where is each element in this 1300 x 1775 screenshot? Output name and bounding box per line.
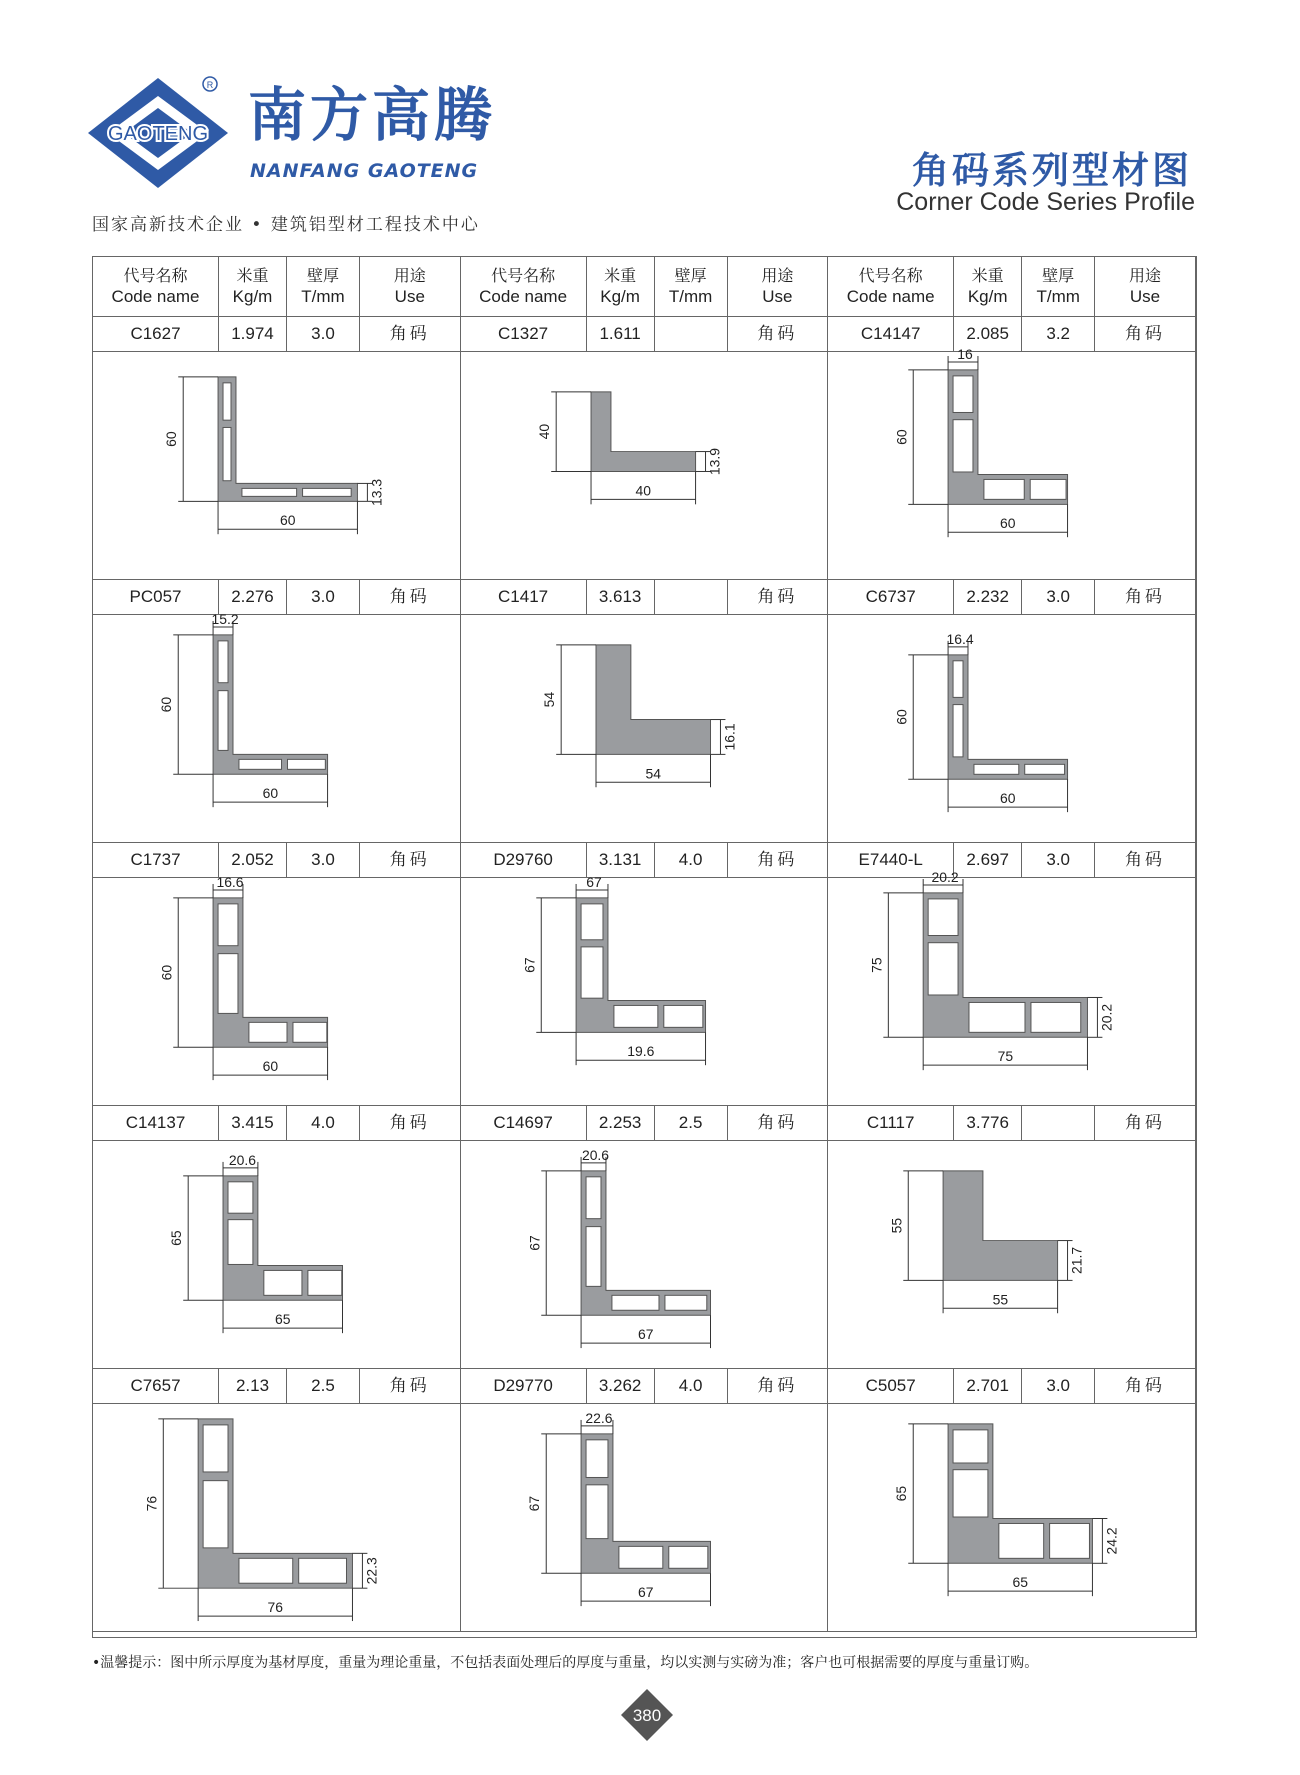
- profile-thick-cell: 3.0: [287, 580, 360, 615]
- page-title-en: Corner Code Series Profile: [896, 188, 1195, 216]
- profile-code-cell: C5057: [828, 1369, 954, 1404]
- dimension-label: 54: [645, 765, 661, 782]
- column-header: 代号名称 Code name: [828, 257, 954, 317]
- dimension-label: 67: [585, 873, 602, 890]
- dimension-label: 15.2: [211, 610, 239, 627]
- dimension-label: 60: [262, 785, 279, 802]
- dimension-label: 60: [1000, 790, 1016, 807]
- profile-shape: [591, 392, 696, 472]
- dimension-label: 60: [1000, 515, 1016, 532]
- profile-thick-cell: 3.0: [287, 317, 360, 352]
- column-header: 代号名称 Code name: [93, 257, 219, 317]
- column-header: 米重 Kg/m: [587, 257, 655, 317]
- profile-code-cell: C1417: [461, 580, 587, 615]
- profile-code-cell: D29770: [461, 1369, 587, 1404]
- profile-drawing: [828, 345, 1196, 580]
- brand-name-en: NANFANG GAOTENG: [250, 160, 479, 182]
- footer-note: •温馨提示：图中所示厚度为基材厚度，重量为理论重量，不包括表面处理后的厚度与重量，均以实测与实磅为准；客户也可根据需要的厚度与重量订购。: [92, 1655, 1039, 1671]
- profile-drawing: [461, 1141, 829, 1369]
- dimension-label: 19.6: [626, 1043, 654, 1060]
- page-number-badge: [620, 1688, 674, 1742]
- dimension-label: 75: [868, 957, 885, 973]
- profile-use-cell: 角码: [1095, 843, 1196, 878]
- profile-weight-cell: 2.052: [219, 843, 287, 878]
- profile-use-cell: 角码: [728, 580, 829, 615]
- dimension-label: 65: [275, 1311, 291, 1328]
- dimension-label: 20.6: [581, 1146, 609, 1163]
- profile-weight-cell: 2.253: [587, 1106, 655, 1141]
- profile-code-cell: C6737: [828, 580, 954, 615]
- dimension-label: 40: [635, 482, 651, 499]
- profile-drawing: [828, 615, 1196, 843]
- profile-thick-cell: 3.0: [1022, 580, 1095, 615]
- profile-thick-cell: 3.2: [1022, 317, 1095, 352]
- profile-use-cell: 角码: [360, 1106, 461, 1141]
- dimension-label: 54: [540, 691, 557, 708]
- profile-code-cell: PC057: [93, 580, 219, 615]
- profile-weight-cell: 2.697: [954, 843, 1022, 878]
- profile-use-cell: 角码: [1095, 580, 1196, 615]
- profile-drawing: [828, 1141, 1196, 1369]
- dimension-label: 67: [637, 1326, 654, 1343]
- dimension-label: 67: [520, 957, 537, 973]
- profile-use-cell: 角码: [1095, 1106, 1196, 1141]
- dimension-label: 24.2: [1103, 1527, 1120, 1555]
- profile-drawing: [461, 615, 829, 843]
- profile-use-cell: 角码: [360, 317, 461, 352]
- svg-text:R: R: [206, 80, 214, 90]
- profile-use-cell: 角码: [728, 843, 829, 878]
- profile-thick-cell: 3.0: [287, 843, 360, 878]
- brand-name-cn: 南方高腾: [248, 81, 497, 149]
- dimension-label: 67: [525, 1235, 542, 1251]
- column-header: 用途 Use: [360, 257, 461, 317]
- profile-use-cell: 角码: [728, 317, 829, 352]
- profile-thick-cell: [655, 317, 728, 352]
- dimension-label: 60: [893, 709, 910, 725]
- profile-shape: [943, 1171, 1057, 1281]
- dimension-label: 20.2: [931, 868, 959, 885]
- profile-weight-cell: 3.776: [954, 1106, 1022, 1141]
- profile-use-cell: 角码: [360, 1369, 461, 1404]
- profile-thick-cell: 2.5: [655, 1106, 728, 1141]
- profile-drawing: [461, 1404, 829, 1632]
- profile-thick-cell: 4.0: [287, 1106, 360, 1141]
- column-header: 用途 Use: [1095, 257, 1196, 317]
- dimension-label: 65: [1012, 1574, 1029, 1591]
- profile-drawing: [93, 610, 461, 843]
- dimension-label: 65: [168, 1230, 185, 1246]
- dimension-label: 20.2: [1098, 1003, 1115, 1031]
- dimension-label: 75: [997, 1048, 1014, 1065]
- column-header: 米重 Kg/m: [954, 257, 1022, 317]
- profile-shape: [213, 635, 327, 774]
- dimension-label: 60: [163, 431, 180, 447]
- dimension-label: 16.1: [720, 723, 737, 751]
- dimension-label: 22.3: [363, 1557, 380, 1585]
- dimension-label: 16: [957, 345, 973, 362]
- profile-thick-cell: 3.0: [1022, 843, 1095, 878]
- profile-weight-cell: 2.701: [954, 1369, 1022, 1404]
- column-header: 壁厚 T/mm: [1022, 257, 1095, 317]
- profile-weight-cell: 2.085: [954, 317, 1022, 352]
- profile-code-cell: E7440-L: [828, 843, 954, 878]
- dimension-label: 21.7: [1068, 1246, 1085, 1275]
- profile-use-cell: 角码: [728, 1369, 829, 1404]
- profile-thick-cell: 4.0: [655, 1369, 728, 1404]
- dimension-label: 16.6: [216, 873, 244, 890]
- profile-weight-cell: 2.232: [954, 580, 1022, 615]
- profile-thick-cell: [1022, 1106, 1095, 1141]
- profile-weight-cell: 1.974: [219, 317, 287, 352]
- profile-thick-cell: 4.0: [655, 843, 728, 878]
- column-header: 壁厚 T/mm: [655, 257, 728, 317]
- profile-code-cell: C1327: [461, 317, 587, 352]
- company-tagline: 国家高新技术企业 • 建筑铝型材工程技术中心: [92, 215, 480, 235]
- profile-drawing: [461, 873, 829, 1106]
- profile-thick-cell: 3.0: [1022, 1369, 1095, 1404]
- profile-catalog-table: [92, 256, 1197, 1638]
- column-header: 用途 Use: [728, 257, 829, 317]
- profile-shape: [948, 655, 1067, 779]
- dimension-label: 60: [893, 429, 910, 445]
- profile-weight-cell: 3.613: [587, 580, 655, 615]
- profile-drawing: [828, 868, 1196, 1106]
- dimension-label: 13.3: [368, 478, 385, 506]
- profile-drawing: [828, 1404, 1196, 1632]
- profile-weight-cell: 1.611: [587, 317, 655, 352]
- profile-thick-cell: [655, 580, 728, 615]
- dimension-label: 60: [262, 1058, 279, 1075]
- profile-weight-cell: 3.131: [587, 843, 655, 878]
- column-header: 米重 Kg/m: [219, 257, 287, 317]
- profile-drawing: [93, 1404, 461, 1632]
- column-header: 壁厚 T/mm: [287, 257, 360, 317]
- profile-use-cell: 角码: [1095, 317, 1196, 352]
- profile-use-cell: 角码: [1095, 1369, 1196, 1404]
- dimension-label: 40: [535, 423, 552, 440]
- dimension-label: 16.4: [946, 630, 974, 647]
- dimension-label: 55: [888, 1217, 905, 1234]
- dimension-label: 67: [637, 1584, 654, 1601]
- dimension-label: 76: [267, 1599, 284, 1616]
- dimension-label: 60: [158, 964, 175, 981]
- dimension-label: 60: [279, 512, 296, 529]
- profile-drawing: [93, 1141, 461, 1369]
- dimension-label: 60: [158, 696, 175, 713]
- profile-code-cell: C1627: [93, 317, 219, 352]
- profile-thick-cell: 2.5: [287, 1369, 360, 1404]
- profile-use-cell: 角码: [360, 843, 461, 878]
- svg-text:380: 380: [632, 1706, 662, 1725]
- dimension-label: 65: [893, 1485, 910, 1502]
- profile-use-cell: 角码: [728, 1106, 829, 1141]
- dimension-label: 13.9: [706, 447, 723, 476]
- profile-shape: [596, 645, 710, 755]
- profile-weight-cell: 3.415: [219, 1106, 287, 1141]
- profile-code-cell: C1117: [828, 1106, 954, 1141]
- profile-code-cell: C1737: [93, 843, 219, 878]
- profile-code-cell: C7657: [93, 1369, 219, 1404]
- profile-code-cell: C14137: [93, 1106, 219, 1141]
- profile-use-cell: 角码: [360, 580, 461, 615]
- profile-code-cell: C14697: [461, 1106, 587, 1141]
- profile-drawing: [93, 873, 461, 1106]
- profile-weight-cell: 2.13: [219, 1369, 287, 1404]
- profile-drawing: [93, 352, 461, 580]
- dimension-label: 20.6: [228, 1151, 257, 1168]
- profile-shape: [218, 377, 357, 501]
- page-title-cn: 角码系列型材图: [912, 149, 1192, 192]
- dimension-label: 76: [143, 1495, 160, 1512]
- profile-weight-cell: 3.262: [587, 1369, 655, 1404]
- profile-weight-cell: 2.276: [219, 580, 287, 615]
- dimension-label: 22.6: [585, 1409, 613, 1426]
- profile-drawing: [461, 352, 829, 580]
- profile-code-cell: C14147: [828, 317, 954, 352]
- dimension-label: 55: [992, 1291, 1009, 1308]
- profile-code-cell: D29760: [461, 843, 587, 878]
- svg-text:GAOTENG: GAOTENG: [107, 123, 209, 145]
- gaoteng-logo: [88, 78, 228, 198]
- dimension-label: 67: [525, 1495, 542, 1512]
- column-header: 代号名称 Code name: [461, 257, 587, 317]
